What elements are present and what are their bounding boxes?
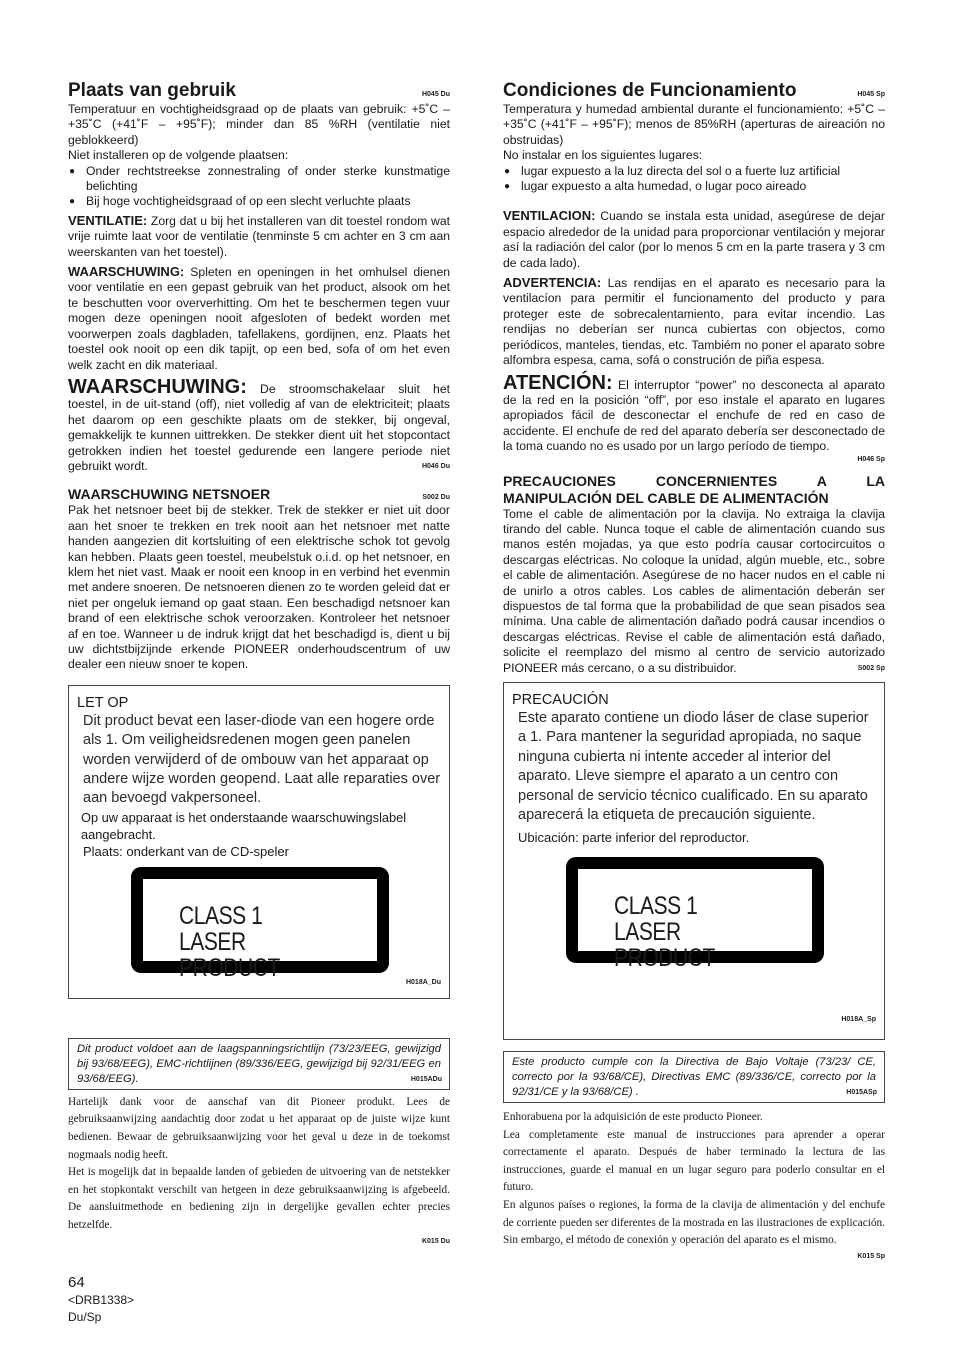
page-number: 64 [68, 1274, 85, 1291]
warning-text: Las rendijas en el aparato es necesario para la ventilacíon para permitir el funcionamento del producto y para proteger este de sobrecalentamiento, para evitar incendio. Las rendijas no deberían ser nunca cubiertas con objectos, como periódicos, manteles, tiendas, etc. Tambiém no poner el aparato sobre alfombra espesa, cama, sofá o construción de piña espesa. [503, 276, 885, 368]
plug-paragraph: Het is mogelijk dat in bepaalde landen of gebieden de uitvoering van de netstekker en het stopkontakt verschilt van hetgeen in deze gebruiksaanwijzing is afgebeeld. De aansluitmethode en bediening zijn in dergelijke gevallen echter precies hetzelfde. [68, 1166, 450, 1231]
power-warning-code: H046 Sp [857, 455, 885, 463]
laser-class-label [131, 867, 389, 982]
location-list [503, 164, 885, 195]
laser-label-text [179, 903, 345, 981]
spanish-column [503, 80, 885, 1262]
power-warning-label: WAARSCHUWING: [68, 375, 247, 398]
thanks-code: K015 Du [421, 1237, 450, 1245]
warning-paragraph [68, 264, 450, 373]
caution-body: Dit product bevat een laser-diode van een hogere orde als 1. Om veiligheidsredenen mogen geen panelen worden verwijderd of de ombouw van het apparaat op andere wijze worden geopend. Laat alle reparaties over aan bevoegd vakpersoneel. [83, 712, 441, 807]
power-warning-paragraph [68, 377, 450, 474]
section-title: Plaats van gebruik [68, 80, 236, 101]
power-warning-label: ATENCIÓN: [503, 371, 613, 394]
warning-label: WAARSCHUWING: [68, 264, 185, 280]
warning-label: ADVERTENCIA: [503, 275, 602, 291]
cord-heading-row [68, 486, 450, 503]
compliance-notice [68, 1038, 450, 1090]
language-code: Du/Sp [68, 1310, 102, 1324]
laser-class-label [566, 857, 824, 973]
ventilation-label: VENTILATIE: [68, 212, 148, 228]
caution-code: H018A_Du [405, 978, 441, 986]
thanks-paragraph: Enhorabuena por la adquisición de este producto Pioneer. [503, 1111, 763, 1123]
list-item: ● Bij hoge vochtigheidsgraad of op een slecht verluchte plaats [68, 194, 450, 209]
power-warning-code: H046 Du [421, 463, 450, 471]
thanks-section [503, 1109, 885, 1250]
operating-conditions-text: Temperatuur en vochtigheidsgraad op de plaats van gebruik: +5˚C – +35˚C (+41˚F – +95˚F); minder dan 85 %RH (ventilatie niet geblokkeerd) [68, 102, 450, 147]
laser-label-text [614, 893, 780, 971]
laser-line-2: LASER PRODUCT [179, 927, 280, 982]
laser-line-1: CLASS 1 [614, 892, 698, 921]
list-item: ● lugar expuesto a alta humedad, o lugar poco aireado [503, 179, 885, 194]
laser-line-2: LASER PRODUCT [614, 918, 715, 973]
thanks-paragraph: Hartelijk dank voor de aanschaf van dit Pioneer produkt. Lees de gebruiksaanwijzing aandachtig door zodat u het apparaat op de juiste wijze kunt bedienen. Bewaar de gebruiksaanwijzing voor het geval u deze in de toekomst nogmaals nodig heeft. [68, 1095, 450, 1161]
cord-code: S002 Sp [857, 665, 885, 672]
read-manual-paragraph: Lea completamente este manual de instrucciones para aprender a operar correctamente el aparato. Después de haber terminado la lectura de las instrucciones, guarde el manual en un lugar seguro para poderlo consultar en el futuro. [503, 1128, 885, 1194]
ventilation-text: Zorg dat u bij het installeren van dit toestel rondom wat vrije ruimte laat voor de ventilatie (tenminste 5 cm achter en 3 cm aan weerskanten van het toestel). [68, 213, 450, 259]
power-warning-text: De stroomschakelaar sluit het toestel, in de uit-stand (off), niet volledig af van de elektriciteit; plaats het daarom op een geschikte plaats om de stekker, bij ongeval, gemakkelijk te kunnen uittrekken. De stekker dient uit het stopcontact getrokken indien het toestel gedurende een langere periode niet gebruikt wordt. [68, 381, 450, 473]
compliance-code: H015ADu [410, 1075, 442, 1083]
not-install-intro: Niet installeren op de volgende plaatsen: [68, 148, 289, 163]
cord-text: Pak het netsnoer beet bij de stekker. Trek de stekker er niet uit door aan het snoer te trekken en trek nooit aan het netsnoer met natte handen aangezien dit kortsluiting of een elektrische schok tot gevolg kan hebben. Plaats geen toestel, meubelstuk o.i.d. op het netsnoer, en klem het niet vast. Maak er nooit een knoop in en verbind het evenmin met andere snoeren. De netsnoeren dienen zo te worden geleid dat er niet per ongeluk iemand op gaat staan. Een beschadigd netsnoer kan brand of een elektrische schok veroorzaken. Kontroleer het netsnoer af en toe. Wanneer u de indruk krijgt dat het beschadigd is, dient u bij uw dichtstbijzijnde erkende PIONEER onderhoudscentrum of uw dealer een nieuw snoer te kopen. [68, 503, 450, 672]
ventilation-paragraph [68, 213, 450, 260]
section-code: H045 Du [421, 91, 450, 98]
plug-paragraph: En algunos países o regiones, la forma de la clavija de alimentación y del enchufe de corriente pueden ser diferentes de la mostrada en las ilustraciones de explicación. Sin embargo, el método de conexión y operación del aparato es el mismo. [503, 1198, 885, 1247]
cord-code: S002 Du [422, 494, 450, 502]
warning-text: Spleten en openingen in het omhulsel dienen voor ventilatie en een gepast gebruik van het product, alsook om het te beschutten voor oververhitting. Om het te beschermen tegen vuur mogen deze openingen nooit afgesloten of bedekt worden met voorwerpen zoals dagbladen, tafellakens, gordijnen, enz. Plaats het toestel ook nooit op een dik tapijt, op een bed, sofa of om het even welk zacht en dik materiaal. [68, 265, 450, 372]
caution-title: PRECAUCIÓN [512, 692, 609, 708]
list-item: ● Onder rechtstreekse zonnestraling of onder sterke kunstmatige belichting [68, 164, 450, 195]
not-install-intro: No instalar en los siguientes lugares: [503, 148, 703, 163]
compliance-text: Dit product voldoet aan de laagspanningsrichtlijn (73/23/EEG, gewijzigd bij 93/68/EEG), EMC-richtlijnen (89/336/EEG, gewijzigd bij 92/31/EEG en 93/68/EEG). [77, 1042, 441, 1085]
compliance-text: Este producto cumple con la Directiva de Bajo Voltaje (73/23/ CE, correcto por la 93/68/CE), Directivas EMC (89/336/CE, correcto por la 92/31/CE y la 93/68/CE) . [512, 1056, 876, 1098]
caution-location: Plaats: onderkant van de CD-speler [83, 843, 289, 859]
thanks-code: K015 Sp [857, 1252, 885, 1260]
operating-conditions-text: Temperatura y humedad ambiental durante el funcionamiento: +5˚C – +35˚C (+41˚F – +95˚F); menos de 85%RH (aperturas de aireación no obstruidas) [503, 102, 885, 147]
section-heading-row [68, 80, 450, 102]
caution-code: H018A_Sp [841, 1016, 876, 1023]
section-heading-row [503, 80, 885, 102]
laser-line-1: CLASS 1 [179, 901, 263, 930]
dutch-column [68, 80, 450, 1247]
page-footer [68, 1274, 134, 1326]
location-list [68, 164, 450, 210]
compliance-code: H015ASp [846, 1089, 877, 1096]
caution-title: LET OP [77, 694, 129, 711]
power-warning-paragraph [503, 373, 885, 455]
section-title: Condiciones de Funcionamiento [503, 80, 797, 101]
power-warning-text: El interruptor “power” no desconecta al aparato de la red en la posición “off”, por eso instale el aparato en lugares apropiados fácil de desconectar el enchufe de red en caso de accidente. El enchufe de red del aparato debería ser desconectado de la toma cuando no es usado por un largo período de tiempo. [503, 377, 885, 454]
laser-caution-box [68, 685, 450, 999]
cord-title: WAARSCHUWING NETSNOER [68, 486, 271, 503]
ventilation-paragraph [503, 208, 885, 271]
caution-location: Ubicación: parte inferior del reproductor. [518, 830, 750, 846]
laser-caution-box [503, 682, 885, 1040]
compliance-notice [503, 1051, 885, 1103]
cord-text: Tome el cable de alimentación por la clavija. No extraiga la clavija tirando del cable. Nunca toque el cable de alimentación cuando sus manos estén mojadas, ya que esto podría causar cortocircuitos o descargas eléctricas. No coloque la unidad, algún mueble, etc., sobre el cable de alimentación. Asegúrese de no hacer nudos en el cable ni de unirlo a otros cables. Los cables de alimentación deberán ser dispuestos de tal forma que la probabilidad de que sean pisados sea mínima. Una cable de alimentación dañado podrá causar incendios o descargas eléctricas. Revise el cable de alimentación está dañado, solicite el reemplazo del mismo al centro de servicio autorizado PIONEER más cercano, o a su distribuidor. [503, 506, 885, 675]
caution-body: Este aparato contiene un diodo láser de clase superior a 1. Para mantener la seguridad apropiada, no saque ninguna cubierta ni intente acceder al interior del aparato. Lleve siempre el aparato a un centro con personal de servicio técnico cualificado. En su aparato aparecerá la etiqueta de precaución siguiente. [518, 710, 869, 824]
thanks-section [68, 1094, 450, 1235]
ventilation-text: Cuando se instala esta unidad, asegúrese de dejar espacio alrededor de la unidad para proporcionar ventilación y mejorar así la radiación del calor (por lo menos 5 cm en la parte trasera y 3 cm de cada lado). [503, 209, 885, 270]
list-item: ● lugar expuesto a la luz directa del sol o a fuerte luz artificial [503, 164, 885, 179]
ventilation-label: VENTILACION: [503, 208, 596, 224]
cord-title: PRECAUCIONES CONCERNIENTES A LA MANIPULACIÓN DEL CABLE DE ALIMENTACIÓN [503, 472, 885, 506]
document-code: <DRB1338> [68, 1293, 135, 1307]
warning-paragraph [503, 275, 885, 368]
caution-label-note: Op uw apparaat is het onderstaande waarschuwingslabel aangebracht. [81, 809, 407, 842]
section-code: H045 Sp [857, 91, 885, 98]
